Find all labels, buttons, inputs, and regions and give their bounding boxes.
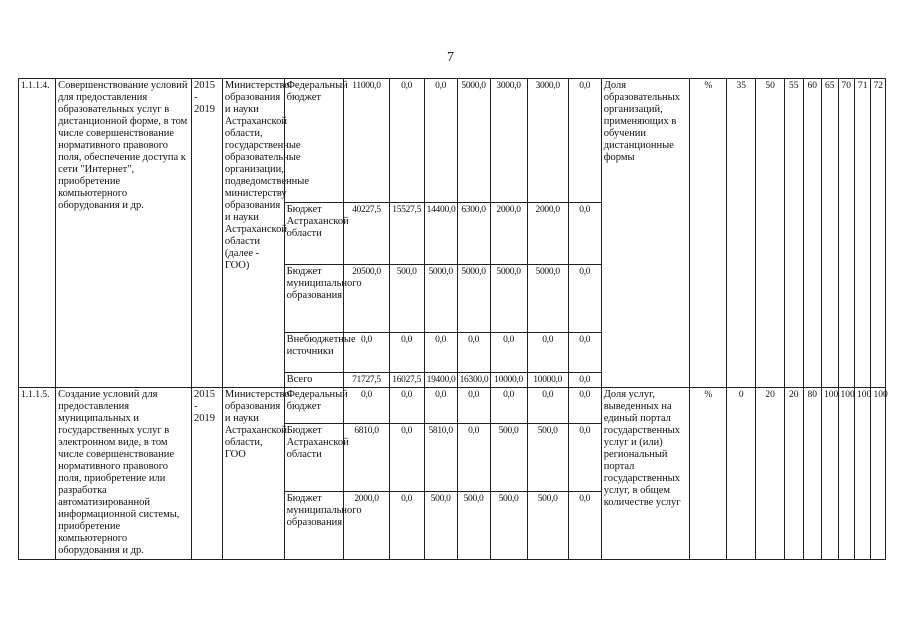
funding-value: 0,0 [389, 424, 424, 492]
funding-value: 0,0 [457, 333, 490, 373]
funding-value: 500,0 [490, 492, 527, 560]
funding-value: 0,0 [457, 424, 490, 492]
funding-value: 0,0 [344, 333, 389, 373]
funding-value: 0,0 [490, 333, 527, 373]
funding-value: 0,0 [344, 388, 389, 424]
funding-value: 0,0 [490, 388, 527, 424]
target-value: 20 [784, 388, 803, 560]
funding-source: Бюджет Астраханской области [284, 203, 344, 265]
item-executor: Министерство образования и науки Астраханской области, государственные образовательные организации, подведомственные министерству образования и науки Астраханской области (далее - ГОО) [222, 79, 284, 388]
indicator: Доля образовательных организаций, применяющих в обучении дистанционные формы [601, 79, 690, 388]
funding-value: 3000,0 [490, 79, 527, 203]
funding-value: 2000,0 [490, 203, 527, 265]
funding-value: 0,0 [389, 79, 424, 203]
funding-value: 500,0 [527, 492, 568, 560]
funding-value: 500,0 [457, 492, 490, 560]
funding-value: 0,0 [527, 388, 568, 424]
funding-value: 2000,0 [527, 203, 568, 265]
funding-value: 500,0 [527, 424, 568, 492]
target-value: 55 [784, 79, 803, 388]
target-value: 20 [756, 388, 785, 560]
funding-value: 500,0 [424, 492, 457, 560]
funding-value: 0,0 [568, 203, 601, 265]
indicator: Доля услуг, выведенных на единый портал государственных услуг и (или) региональный портал государственных услуг, в общем количестве услуг [601, 388, 690, 560]
funding-value: 19400,0 [424, 373, 457, 388]
funding-value: 16027,5 [389, 373, 424, 388]
target-value: 0 [727, 388, 756, 560]
funding-source: Бюджет Астраханской области [284, 424, 344, 492]
item-years: 2015 - 2019 [191, 79, 222, 388]
program-table [18, 78, 886, 560]
funding-value: 0,0 [527, 333, 568, 373]
table-row [19, 388, 886, 424]
funding-value: 0,0 [457, 388, 490, 424]
funding-value: 16300,0 [457, 373, 490, 388]
target-value: 65 [822, 79, 838, 388]
funding-source: Бюджет муниципального образования [284, 492, 344, 560]
funding-value: 500,0 [490, 424, 527, 492]
funding-value: 0,0 [568, 388, 601, 424]
funding-source: Бюджет муниципального образования [284, 265, 344, 333]
funding-value: 0,0 [568, 265, 601, 333]
funding-value: 5000,0 [527, 265, 568, 333]
funding-value: 0,0 [568, 333, 601, 373]
funding-value: 0,0 [389, 333, 424, 373]
funding-value: 0,0 [424, 79, 457, 203]
table-row [19, 79, 886, 203]
item-title: Совершенствование условий для предоставления образовательных услуг в дистанционной форме, в том числе совершенствование нормативного правового поля, обеспечение доступа к сети "Интернет", приобретение компьютерного оборудования и др. [56, 79, 192, 388]
funding-value: 2000,0 [344, 492, 389, 560]
funding-value: 0,0 [568, 373, 601, 388]
target-value: 72 [871, 79, 886, 388]
funding-value: 40227,5 [344, 203, 389, 265]
target-value: 100 [822, 388, 838, 560]
funding-value: 11000,0 [344, 79, 389, 203]
funding-value: 14400,0 [424, 203, 457, 265]
funding-source: Федеральный бюджет [284, 388, 344, 424]
funding-value: 5000,0 [457, 79, 490, 203]
item-code: 1.1.1.4. [19, 79, 56, 388]
funding-value: 71727,5 [344, 373, 389, 388]
funding-source: Внебюджетные источники [284, 333, 344, 373]
item-years: 2015 - 2019 [191, 388, 222, 560]
target-value: 71 [854, 79, 870, 388]
funding-value: 0,0 [389, 388, 424, 424]
target-value: 80 [803, 388, 822, 560]
unit: % [690, 388, 727, 560]
funding-value: 500,0 [389, 265, 424, 333]
funding-value: 0,0 [424, 388, 457, 424]
funding-value: 0,0 [389, 492, 424, 560]
target-value: 35 [727, 79, 756, 388]
target-value: 60 [803, 79, 822, 388]
funding-value: 0,0 [568, 79, 601, 203]
target-value: 70 [838, 79, 854, 388]
unit: % [690, 79, 727, 388]
item-executor: Министерство образования и науки Астраханской области, ГОО [222, 388, 284, 560]
page-number: 7 [447, 50, 454, 65]
target-value: 100 [871, 388, 886, 560]
funding-value: 10000,0 [527, 373, 568, 388]
target-value: 50 [756, 79, 785, 388]
item-title: Создание условий для предоставления муниципальных и государственных услуг в электронном виде, в том числе совершенствование нормативного правового поля, приобретение или разработка автоматизированной информационной системы, приобретение компьютерного оборудования и др. [56, 388, 192, 560]
item-code: 1.1.1.5. [19, 388, 56, 560]
funding-value: 5000,0 [424, 265, 457, 333]
funding-value: 5000,0 [490, 265, 527, 333]
funding-value: 0,0 [568, 492, 601, 560]
target-value: 100 [854, 388, 870, 560]
funding-source: Всего [284, 373, 344, 388]
funding-value: 3000,0 [527, 79, 568, 203]
funding-value: 6810,0 [344, 424, 389, 492]
funding-value: 0,0 [424, 333, 457, 373]
funding-source: Федеральный бюджет [284, 79, 344, 203]
target-value: 100 [838, 388, 854, 560]
funding-value: 10000,0 [490, 373, 527, 388]
funding-value: 5810,0 [424, 424, 457, 492]
funding-value: 15527,5 [389, 203, 424, 265]
funding-value: 6300,0 [457, 203, 490, 265]
funding-value: 0,0 [568, 424, 601, 492]
funding-value: 20500,0 [344, 265, 389, 333]
funding-value: 5000,0 [457, 265, 490, 333]
